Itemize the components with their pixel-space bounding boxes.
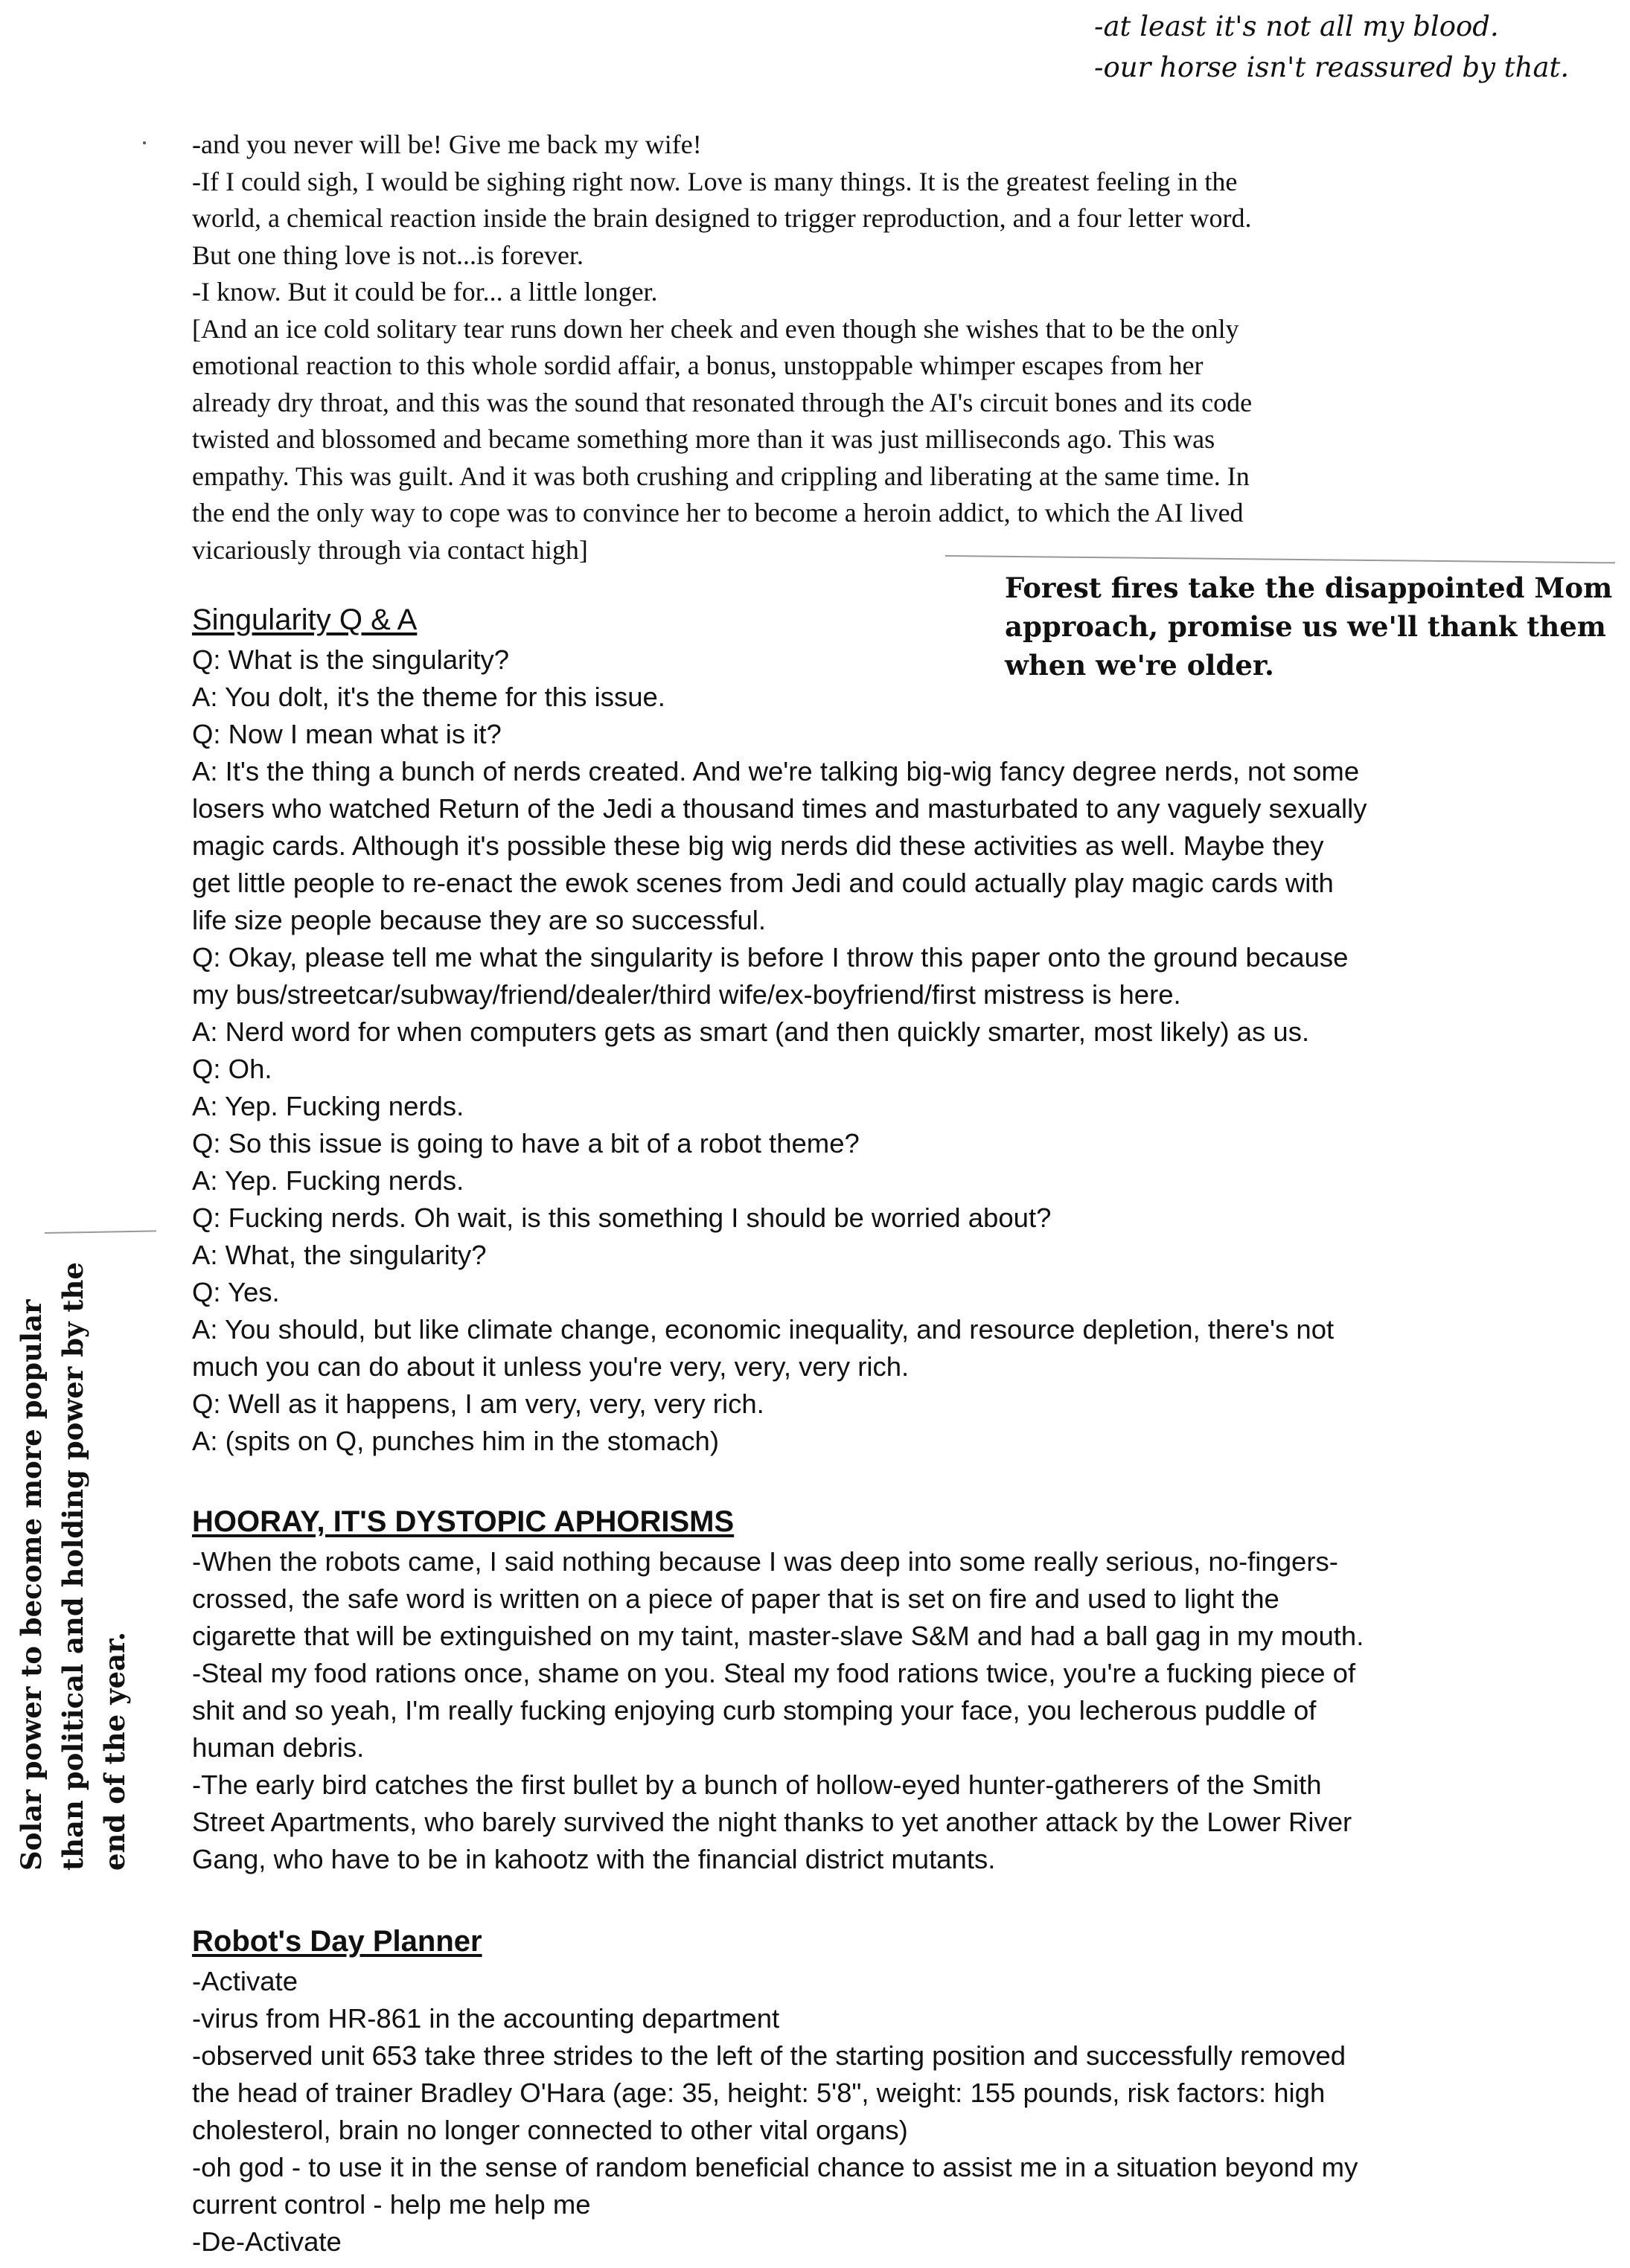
- story-line: -I know. But it could be for... a little longer.: [192, 277, 658, 307]
- planner-line: -De-Activate: [192, 2226, 342, 2257]
- planner-line: -observed unit 653 take three strides to the left of the starting position and successfully removed: [192, 2040, 1346, 2071]
- story-line: vicariously through via contact high]: [192, 534, 588, 565]
- qa-line: my bus/streetcar/subway/friend/dealer/third wife/ex-boyfriend/first mistress is here.: [192, 979, 1181, 1010]
- qa-line: Q: So this issue is going to have a bit of a robot theme?: [192, 1128, 860, 1159]
- side-note-line: Solar power to become more popular: [15, 1299, 48, 1871]
- story-line: [And an ice cold solitary tear runs down her cheek and even though she wishes that to be the only: [192, 313, 1239, 344]
- qa-line: Q: Now I mean what is it?: [192, 719, 502, 749]
- planner-line: the head of trainer Bradley O'Hara (age: 35, height: 5'8", weight: 155 pounds, risk factors: high: [192, 2078, 1326, 2108]
- story-line: world, a chemical reaction inside the brain designed to trigger reproduction, and a four letter word.: [192, 203, 1252, 233]
- story-line: twisted and blossomed and became something more than it was just milliseconds ago. This was: [192, 424, 1215, 454]
- story-text: [192, 126, 1539, 568]
- qa-line: A: Yep. Fucking nerds.: [192, 1165, 464, 1196]
- dystopic-aphorisms-section: [192, 1500, 1591, 1878]
- planner-line: current control - help me help me: [192, 2189, 591, 2220]
- forest-note-line: Forest fires take the disappointed Mom: [1005, 571, 1613, 604]
- corner-note-line: -at least it's not all my blood.: [1094, 10, 1499, 42]
- qa-line: A: Yep. Fucking nerds.: [192, 1091, 464, 1121]
- aphorism-line: -When the robots came, I said nothing because I was deep into some really serious, no-fingers-: [192, 1546, 1338, 1577]
- aphorism-line: crossed, the safe word is written on a piece of paper that is set on fire and used to light the: [192, 1583, 1279, 1614]
- story-line: -If I could sigh, I would be sighing right now. Love is many things. It is the greatest feeling in the: [192, 166, 1238, 196]
- aphorism-line: Gang, who have to be in kahootz with the financial district mutants.: [192, 1844, 996, 1874]
- aphorism-line: Street Apartments, who barely survived the night thanks to yet another attack by the Lower River: [192, 1807, 1352, 1837]
- qa-line: Q: Well as it happens, I am very, very, very rich.: [192, 1388, 764, 1419]
- qa-line: life size people because they are so successful.: [192, 905, 766, 935]
- aphorism-line: shit and so yeah, I'm really fucking enjoying curb stomping your face, you lecherous puddle of: [192, 1695, 1317, 1726]
- aphorism-line: -The early bird catches the first bullet by a bunch of hollow-eyed hunter-gatherers of the Smith: [192, 1769, 1322, 1800]
- singularity-qa-section: [192, 598, 1591, 1460]
- planner-line: -virus from HR-861 in the accounting department: [192, 2003, 780, 2034]
- planner-line: -Activate: [192, 1966, 298, 1996]
- story-line: -and you never will be! Give me back my wife!: [192, 129, 702, 159]
- aphorism-line: cigarette that will be extinguished on my taint, master-slave S&M and had a ball gag in my mouth.: [192, 1621, 1364, 1651]
- section-heading: Robot's Day Planner: [192, 1925, 482, 1958]
- story-line: emotional reaction to this whole sordid affair, a bonus, unstoppable whimper escapes from her: [192, 350, 1204, 380]
- section-heading: Singularity Q & A: [192, 603, 418, 636]
- forest-note-line: approach, promise us we'll thank them: [1005, 610, 1606, 643]
- section-heading: HOORAY, IT'S DYSTOPIC APHORISMS: [192, 1505, 735, 1538]
- side-note-line: end of the year.: [98, 1631, 131, 1871]
- qa-line: Q: Fucking nerds. Oh wait, is this something I should be worried about?: [192, 1202, 1052, 1233]
- corner-note: [1094, 6, 1615, 88]
- qa-line: A: Nerd word for when computers gets as smart (and then quickly smarter, most likely) as us.: [192, 1016, 1310, 1047]
- qa-line: A: What, the singularity?: [192, 1240, 487, 1270]
- side-note-line: than political and holding power by the: [57, 1262, 89, 1871]
- story-line: But one thing love is not...is forever.: [192, 240, 584, 270]
- story-line: already dry throat, and this was the sound that resonated through the AI's circuit bones and its code: [192, 387, 1253, 417]
- qa-line: get little people to re-enact the ewok scenes from Jedi and could actually play magic cards with: [192, 868, 1334, 898]
- aphorism-line: human debris.: [192, 1732, 365, 1763]
- qa-line: Q: Okay, please tell me what the singularity is before I throw this paper onto the ground because: [192, 942, 1349, 973]
- aphorism-line: -Steal my food rations once, shame on you. Steal my food rations twice, you're a fucking piece of: [192, 1658, 1356, 1688]
- solar-power-side-note: [10, 1216, 135, 1871]
- corner-note-line: -our horse isn't reassured by that.: [1094, 51, 1570, 83]
- qa-line: losers who watched Return of the Jedi a thousand times and masturbated to any vaguely sexually: [192, 793, 1367, 824]
- qa-line: A: It's the thing a bunch of nerds created. And we're talking big-wig fancy degree nerds, not some: [192, 756, 1360, 787]
- qa-line: Q: What is the singularity?: [192, 644, 510, 675]
- planner-line: -oh god - to use it in the sense of random beneficial chance to assist me in a situation beyond my: [192, 2152, 1358, 2182]
- qa-line: Q: Oh.: [192, 1054, 272, 1084]
- story-line: the end the only way to cope was to convince her to become a heroin addict, to which the AI lived: [192, 498, 1244, 528]
- qa-line: A: You dolt, it's the theme for this issue.: [192, 682, 665, 712]
- qa-line: Q: Yes.: [192, 1277, 280, 1307]
- speck-mark: [143, 141, 146, 144]
- story-line: empathy. This was guilt. And it was both crushing and crippling and liberating at the same time. In: [192, 461, 1250, 491]
- qa-line: A: (spits on Q, punches him in the stomach): [192, 1426, 720, 1456]
- qa-line: A: You should, but like climate change, economic inequality, and resource depletion, there's not: [192, 1314, 1335, 1345]
- qa-line: much you can do about it unless you're very, very, very rich.: [192, 1351, 910, 1382]
- planner-line: cholesterol, brain no longer connected to other vital organs): [192, 2115, 908, 2145]
- robot-day-planner-section: [192, 1920, 1591, 2261]
- forest-note-line: when we're older.: [1005, 649, 1274, 682]
- qa-line: magic cards. Although it's possible these big wig nerds did these activities as well. Maybe they: [192, 830, 1324, 861]
